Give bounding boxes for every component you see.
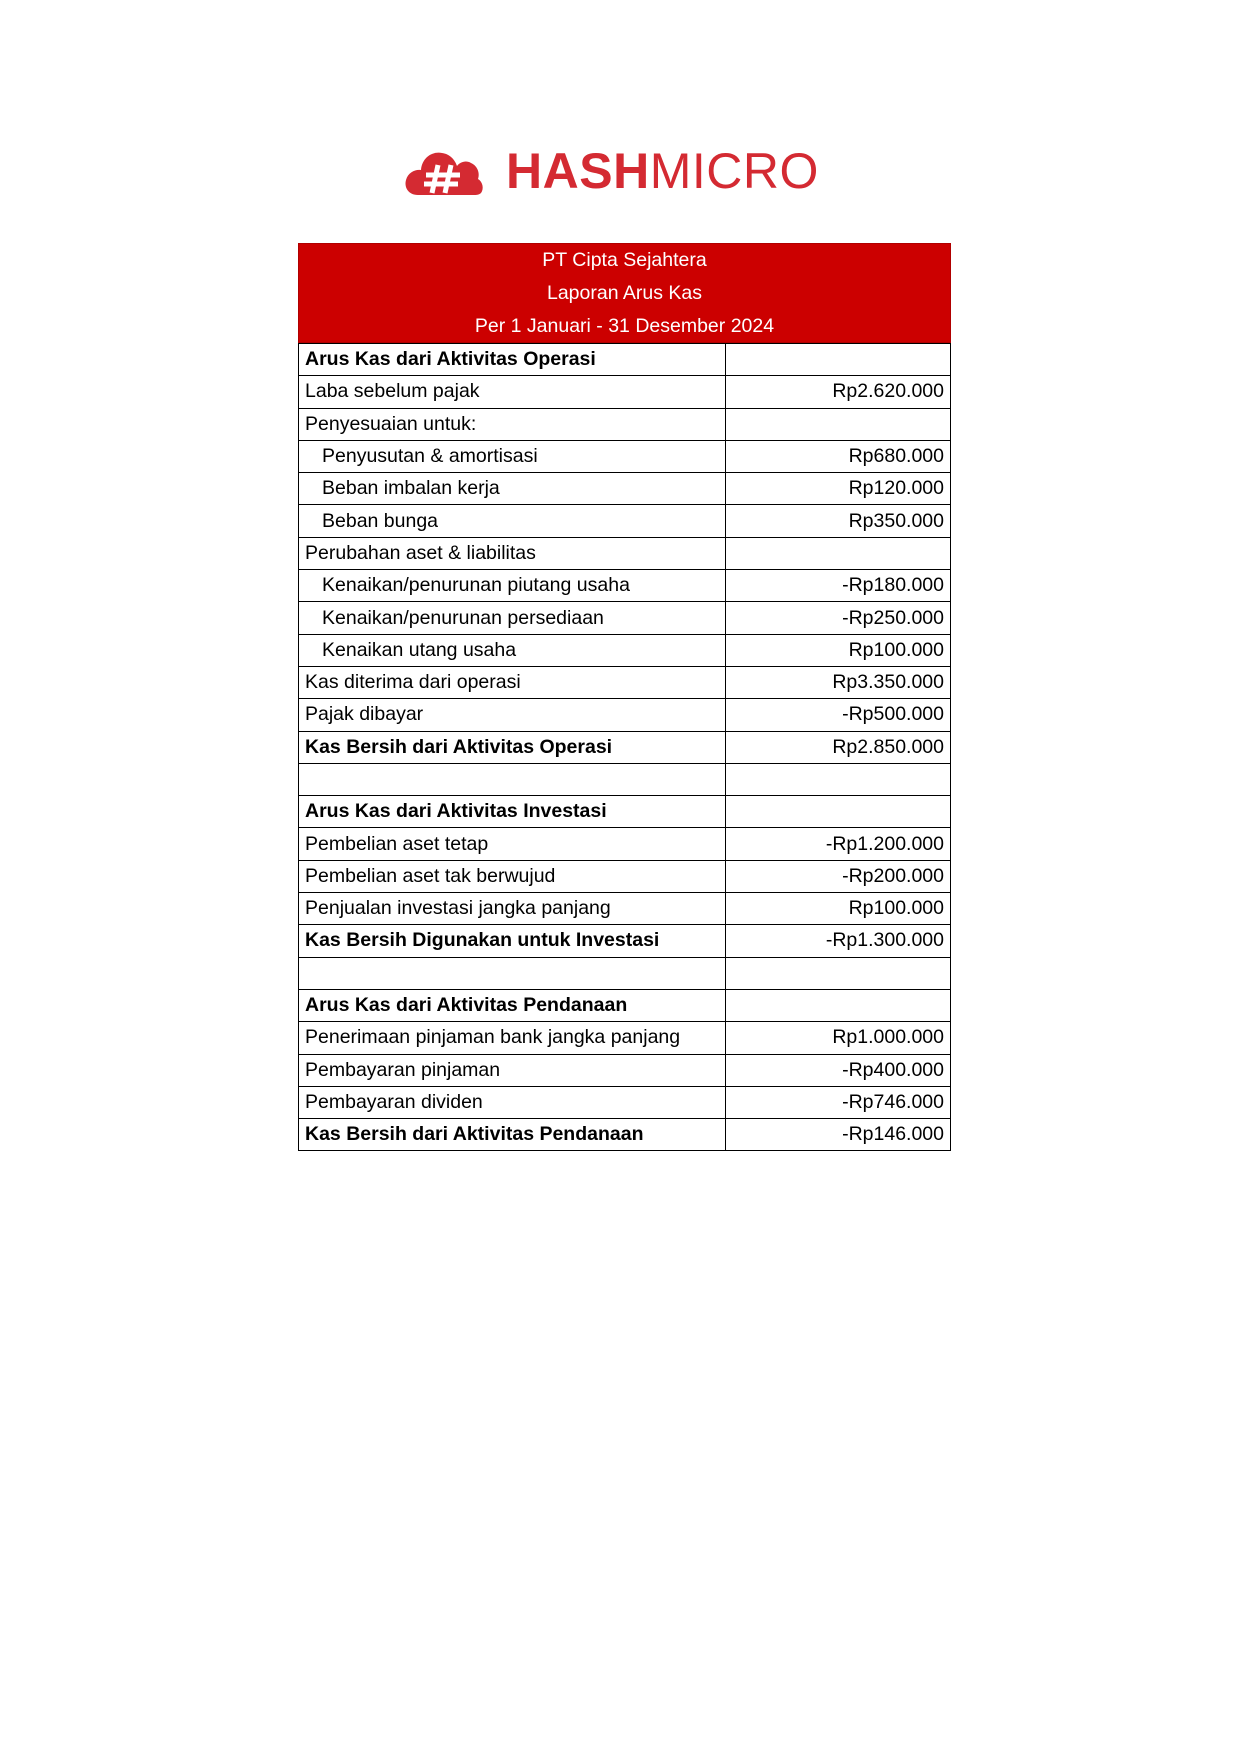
row-amount: -Rp1.300.000 xyxy=(726,925,951,957)
table-row xyxy=(299,796,951,828)
table-row xyxy=(299,1022,951,1054)
row-amount: -Rp1.200.000 xyxy=(726,828,951,860)
brand-hash: HASH xyxy=(506,143,650,199)
cloud-hash-icon xyxy=(404,145,484,197)
row-amount xyxy=(726,989,951,1021)
row-amount: Rp2.850.000 xyxy=(726,731,951,763)
row-amount: -Rp746.000 xyxy=(726,1086,951,1118)
row-label: Arus Kas dari Aktivitas Operasi xyxy=(299,344,726,376)
row-label: Kas Bersih dari Aktivitas Operasi xyxy=(299,731,726,763)
row-label: Kas Bersih Digunakan untuk Investasi xyxy=(299,925,726,957)
row-amount: Rp1.000.000 xyxy=(726,1022,951,1054)
row-label: Pembelian aset tetap xyxy=(299,828,726,860)
row-label: Penerimaan pinjaman bank jangka panjang xyxy=(299,1022,726,1054)
row-label: Pembelian aset tak berwujud xyxy=(299,860,726,892)
table-row xyxy=(299,505,951,537)
row-amount xyxy=(726,344,951,376)
row-label: Perubahan aset & liabilitas xyxy=(299,537,726,569)
report-period: Per 1 Januari - 31 Desember 2024 xyxy=(474,314,775,337)
row-amount: -Rp146.000 xyxy=(726,1119,951,1151)
row-label: Pembayaran pinjaman xyxy=(299,1054,726,1086)
row-label: Pembayaran dividen xyxy=(299,1086,726,1118)
brand-wordmark xyxy=(506,141,819,201)
table-row xyxy=(299,957,951,989)
table-row xyxy=(299,860,951,892)
table-row xyxy=(299,828,951,860)
row-amount xyxy=(726,408,951,440)
row-amount: -Rp250.000 xyxy=(726,602,951,634)
table-row xyxy=(299,408,951,440)
row-amount: -Rp500.000 xyxy=(726,699,951,731)
table-row xyxy=(299,989,951,1021)
table-row xyxy=(299,1119,951,1151)
row-label: Penyesuaian untuk: xyxy=(299,408,726,440)
row-label: Kenaikan/penurunan piutang usaha xyxy=(299,570,726,602)
table-row xyxy=(299,473,951,505)
row-amount: Rp100.000 xyxy=(726,634,951,666)
row-amount xyxy=(726,763,951,795)
table-row xyxy=(299,344,951,376)
row-label: Arus Kas dari Aktivitas Investasi xyxy=(299,796,726,828)
table-row xyxy=(299,1086,951,1118)
row-label: Kas diterima dari operasi xyxy=(299,666,726,698)
row-amount: -Rp180.000 xyxy=(726,570,951,602)
report-header-banner xyxy=(298,243,951,343)
cash-flow-table xyxy=(298,343,951,1151)
brand-micro: MICRO xyxy=(649,143,819,199)
table-row xyxy=(299,602,951,634)
row-label: Penyusutan & amortisasi xyxy=(299,440,726,472)
row-amount: Rp3.350.000 xyxy=(726,666,951,698)
table-row xyxy=(299,893,951,925)
row-amount: -Rp200.000 xyxy=(726,860,951,892)
row-label xyxy=(299,957,726,989)
row-label: Laba sebelum pajak xyxy=(299,376,726,408)
table-row xyxy=(299,570,951,602)
hashmicro-logo xyxy=(404,141,819,201)
row-amount: Rp350.000 xyxy=(726,505,951,537)
table-row xyxy=(299,699,951,731)
table-row xyxy=(299,1054,951,1086)
row-amount: Rp2.620.000 xyxy=(726,376,951,408)
row-amount: Rp100.000 xyxy=(726,893,951,925)
row-label: Penjualan investasi jangka panjang xyxy=(299,893,726,925)
table-row xyxy=(299,537,951,569)
table-row xyxy=(299,731,951,763)
report-title: Laporan Arus Kas xyxy=(546,281,703,304)
row-amount: -Rp400.000 xyxy=(726,1054,951,1086)
row-label: Pajak dibayar xyxy=(299,699,726,731)
table-row xyxy=(299,440,951,472)
table-row xyxy=(299,376,951,408)
row-label: Beban imbalan kerja xyxy=(299,473,726,505)
row-label: Arus Kas dari Aktivitas Pendanaan xyxy=(299,989,726,1021)
row-label: Kenaikan/penurunan persediaan xyxy=(299,602,726,634)
row-label: Kas Bersih dari Aktivitas Pendanaan xyxy=(299,1119,726,1151)
row-amount: Rp680.000 xyxy=(726,440,951,472)
table-row xyxy=(299,634,951,666)
row-amount: Rp120.000 xyxy=(726,473,951,505)
table-row xyxy=(299,925,951,957)
row-amount xyxy=(726,796,951,828)
row-amount xyxy=(726,537,951,569)
row-label: Kenaikan utang usaha xyxy=(299,634,726,666)
company-name: PT Cipta Sejahtera xyxy=(542,248,707,271)
row-label xyxy=(299,763,726,795)
row-label: Beban bunga xyxy=(299,505,726,537)
row-amount xyxy=(726,957,951,989)
cash-flow-statement xyxy=(298,243,951,1151)
table-row xyxy=(299,666,951,698)
table-row xyxy=(299,763,951,795)
